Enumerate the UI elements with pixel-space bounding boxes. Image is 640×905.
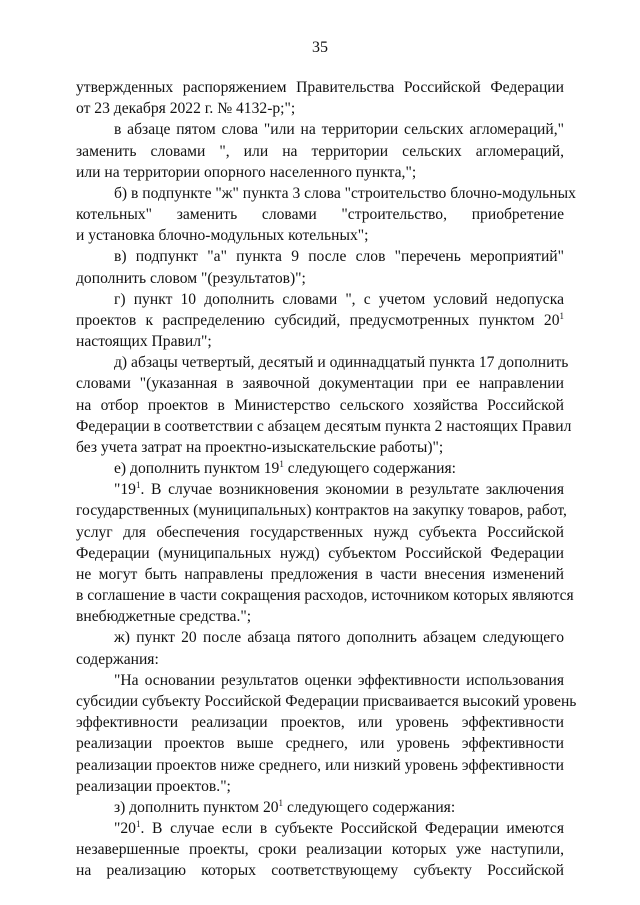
text-line: е) дополнить пунктом $19^1$ следующего содержания: xyxy=(114,458,456,478)
text-line: на реализацию которых соответствующему субъекту Российской xyxy=(76,862,564,880)
text-line: эффективности реализации проектов, или уровень эффективности xyxy=(76,714,564,732)
text-line: без учета затрат на проектно-изыскательские работы)"; xyxy=(76,438,444,456)
superscript-mark: 1 xyxy=(279,458,284,469)
text-line: з) дополнить пунктом $20^1$ следующего содержания: xyxy=(114,797,456,816)
text-line: внебюджетные средства."; xyxy=(76,608,252,626)
text-line: в) подпункт "а" пункта 9 после слов "перечень мероприятий" xyxy=(114,248,564,266)
text-line: и установка блочно-модульных котельных"; xyxy=(76,227,369,245)
text-line: д) абзацы четвертый, десятый и одиннадцатый пункта 17 дополнить xyxy=(114,354,569,372)
superscript-mark: 1 xyxy=(135,480,141,491)
text-line: заменить словами ", или на территории сельских агломераций, xyxy=(76,142,564,160)
text-line: услуг для обеспечения государственных нужд субъекта Российской xyxy=(76,523,564,541)
text-line: незавершенные проекты, сроки реализации которых уже наступили, xyxy=(76,841,564,859)
text-line: содержания: xyxy=(76,650,159,668)
text-line: "На основании результатов оценки эффективности использования xyxy=(114,671,564,689)
text-line: б) в подпункте "ж" пункта 3 слова "строительство блочно-модульных xyxy=(114,184,576,202)
text-line: в соглашение в части сокращения расходов, источником которых являются xyxy=(76,587,574,605)
text-line: реализации проектов."; xyxy=(76,777,231,795)
text-line: ж) пункт 20 после абзаца пятого дополнить абзацем следующего xyxy=(114,629,564,647)
superscript-mark: 1 xyxy=(559,310,564,321)
text-line: г) пункт 10 дополнить словами ", с учетом условий недопуска xyxy=(114,290,564,308)
text-line: от 23 декабря 2022 г. № 4132-р;"; xyxy=(76,100,296,118)
text-line: утвержденных распоряжением Правительства Российской Федерации xyxy=(76,79,564,96)
text-line: дополнить словом "(результатов)"; xyxy=(76,269,306,287)
text-line: "$20^1$. В случае если в субъекте Российской Федерации имеются xyxy=(114,818,564,838)
text-line: на отбор проектов в Министерство сельского хозяйства Российской xyxy=(76,396,564,414)
text-line: котельных" заменить словами "строительство, приобретение xyxy=(76,206,564,224)
text-line: или на территории опорного населенного пункта,"; xyxy=(76,163,417,181)
text-line: государственных (муниципальных) контрактов на закупку товаров, работ, xyxy=(76,502,567,520)
text-line: проектов к распределению субсидий, предусмотренных пунктом $20^1$ xyxy=(76,310,564,329)
page-number: 35 xyxy=(312,39,328,56)
superscript-mark: 1 xyxy=(135,818,141,829)
text-line: Федерации (муниципальных нужд) субъектом Российской Федерации xyxy=(76,544,564,562)
text-line: настоящих Правил"; xyxy=(76,333,212,351)
text-line: не могут быть направлены предложения в части внесения изменений xyxy=(76,565,564,583)
text-line: реализации проектов ниже среднего, или низкий уровень эффективности xyxy=(76,756,564,774)
text-line: Федерации в соответствии с абзацем десятым пункта 2 настоящих Правил xyxy=(76,417,572,435)
text-line: словами "(указанная в заявочной документации при ее направлении xyxy=(76,375,564,393)
text-line: в абзаце пятом слова "или на территории сельских агломераций," xyxy=(114,121,564,139)
document-body xyxy=(76,77,577,882)
text-line: субсидии субъекту Российской Федерации присваивается высокий уровень xyxy=(76,692,577,710)
text-line: "$19^1$. В случае возникновения экономии в результате заключения xyxy=(114,480,564,499)
text-line: реализации проектов выше среднего, или уровень эффективности xyxy=(76,735,564,753)
superscript-mark: 1 xyxy=(278,797,284,808)
